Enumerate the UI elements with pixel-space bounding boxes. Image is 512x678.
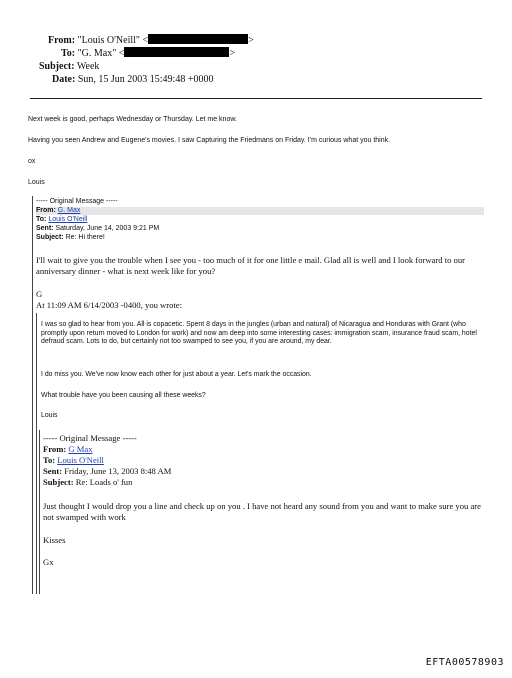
quote2-signature: Gx — [43, 557, 54, 567]
date-label: Date: — [52, 74, 76, 85]
document-id: EFTA00578903 — [425, 657, 504, 668]
quote1-subject-value: Re: Hi there! — [65, 234, 105, 241]
original-message-divider: ----- Original Message ----- — [36, 198, 118, 205]
from-label: From: — [48, 35, 76, 46]
redaction-block — [148, 34, 248, 44]
quote1-paragraph-2: I do miss you. We've now know each other for just about a year. Let's mark the occasion. — [41, 371, 312, 378]
date-value: Sun, 15 Jun 2003 15:49:48 +0000 — [77, 74, 214, 85]
quote2-from-link[interactable]: G Max — [68, 444, 93, 454]
quote2-to-row — [43, 455, 104, 465]
quote2-sent-value: Friday, June 13, 2003 8:48 AM — [64, 466, 172, 476]
quoted-header-highlight — [36, 207, 484, 215]
quote-bar-inner — [36, 313, 37, 594]
from-tail: > — [248, 35, 254, 46]
quote-bar-outer — [32, 196, 33, 594]
message-line-2: Having you seen Andrew and Eugene's movies. I saw Capturing the Friedmans on Friday. I'm curious what you think. — [28, 137, 391, 144]
quote2-to-link[interactable]: Louis O'Neill — [57, 455, 104, 465]
quote2-from-label: From: — [43, 444, 67, 454]
quote1-from-link[interactable]: G. Max — [57, 207, 81, 214]
message-signoff: ox — [28, 158, 36, 165]
quote1-to-row — [36, 216, 87, 225]
quote1-from-row — [36, 207, 80, 216]
header-to-row — [61, 47, 235, 60]
quote2-subject-row — [43, 477, 132, 487]
quote1-sent-label: Sent: — [36, 225, 54, 232]
header-divider — [30, 98, 482, 99]
header-date-row — [52, 74, 213, 86]
quote2-from-row — [43, 444, 93, 454]
redaction-block — [124, 47, 229, 57]
quote2-sent-row — [43, 466, 171, 476]
quote1-subject-label: Subject: — [36, 234, 64, 241]
to-label: To: — [61, 48, 76, 59]
quote1-from-label: From: — [36, 207, 56, 214]
header-from-row — [48, 34, 254, 47]
quote1-to-link[interactable]: Louis O'Neill — [48, 216, 88, 223]
quote2-to-label: To: — [43, 455, 56, 465]
quote1-initial: G — [36, 289, 43, 299]
quote2-sent-label: Sent: — [43, 466, 63, 476]
quote2-subject-value: Re: Loads o' fun — [75, 477, 133, 487]
quote1-paragraph-1: I was so glad to hear from you. All is copacetic. Spent 8 days in the jungles (urban and natural) of Nicaragua and Honduras with Grant (who promptly upon return moved to London for work) and now am deep into some interesting cases: immigration scam, insurance fraud scam, hotel defraud scam. Lots to do, but certainly not too swamped to see you, if you are around, my dear. — [41, 321, 477, 346]
quote1-name: Louis — [41, 412, 58, 419]
quote-bar-innermost — [39, 430, 40, 594]
message-name: Louis — [28, 179, 45, 186]
quote2-kisses: Kisses — [43, 535, 66, 545]
to-value: "G. Max" < — [77, 48, 125, 59]
subject-value: Week — [76, 61, 100, 72]
quote1-sent-row — [36, 225, 159, 234]
quote2-subject-label: Subject: — [43, 477, 74, 487]
header-subject-row — [39, 61, 99, 73]
quote1-subject-row — [36, 234, 105, 243]
subject-label: Subject: — [39, 61, 75, 72]
quote1-to-label: To: — [36, 216, 47, 223]
quote1-sent-value: Saturday, June 14, 2003 9:21 PM — [55, 225, 160, 232]
from-value: "Louis O'Neill" < — [77, 35, 149, 46]
message-line-1: Next week is good, perhaps Wednesday or Thursday. Let me know. — [28, 116, 237, 123]
quote1-attribution: At 11:09 AM 6/14/2003 -0400, you wrote: — [36, 300, 183, 310]
quote1-body: I'll wait to give you the trouble when I see you - too much of it for one little e mail. Glad all is well and I look forward to our anniversary dinner - what is next week like for you? — [36, 255, 465, 276]
quote2-body: Just thought I would drop you a line and check up on you . I have not heard any sound from you and want to make sure you are not swamped with work — [43, 501, 481, 522]
quote2-divider: ----- Original Message ----- — [43, 433, 137, 443]
to-tail: > — [229, 48, 236, 59]
quote1-paragraph-3: What trouble have you been causing all these weeks? — [41, 392, 206, 399]
